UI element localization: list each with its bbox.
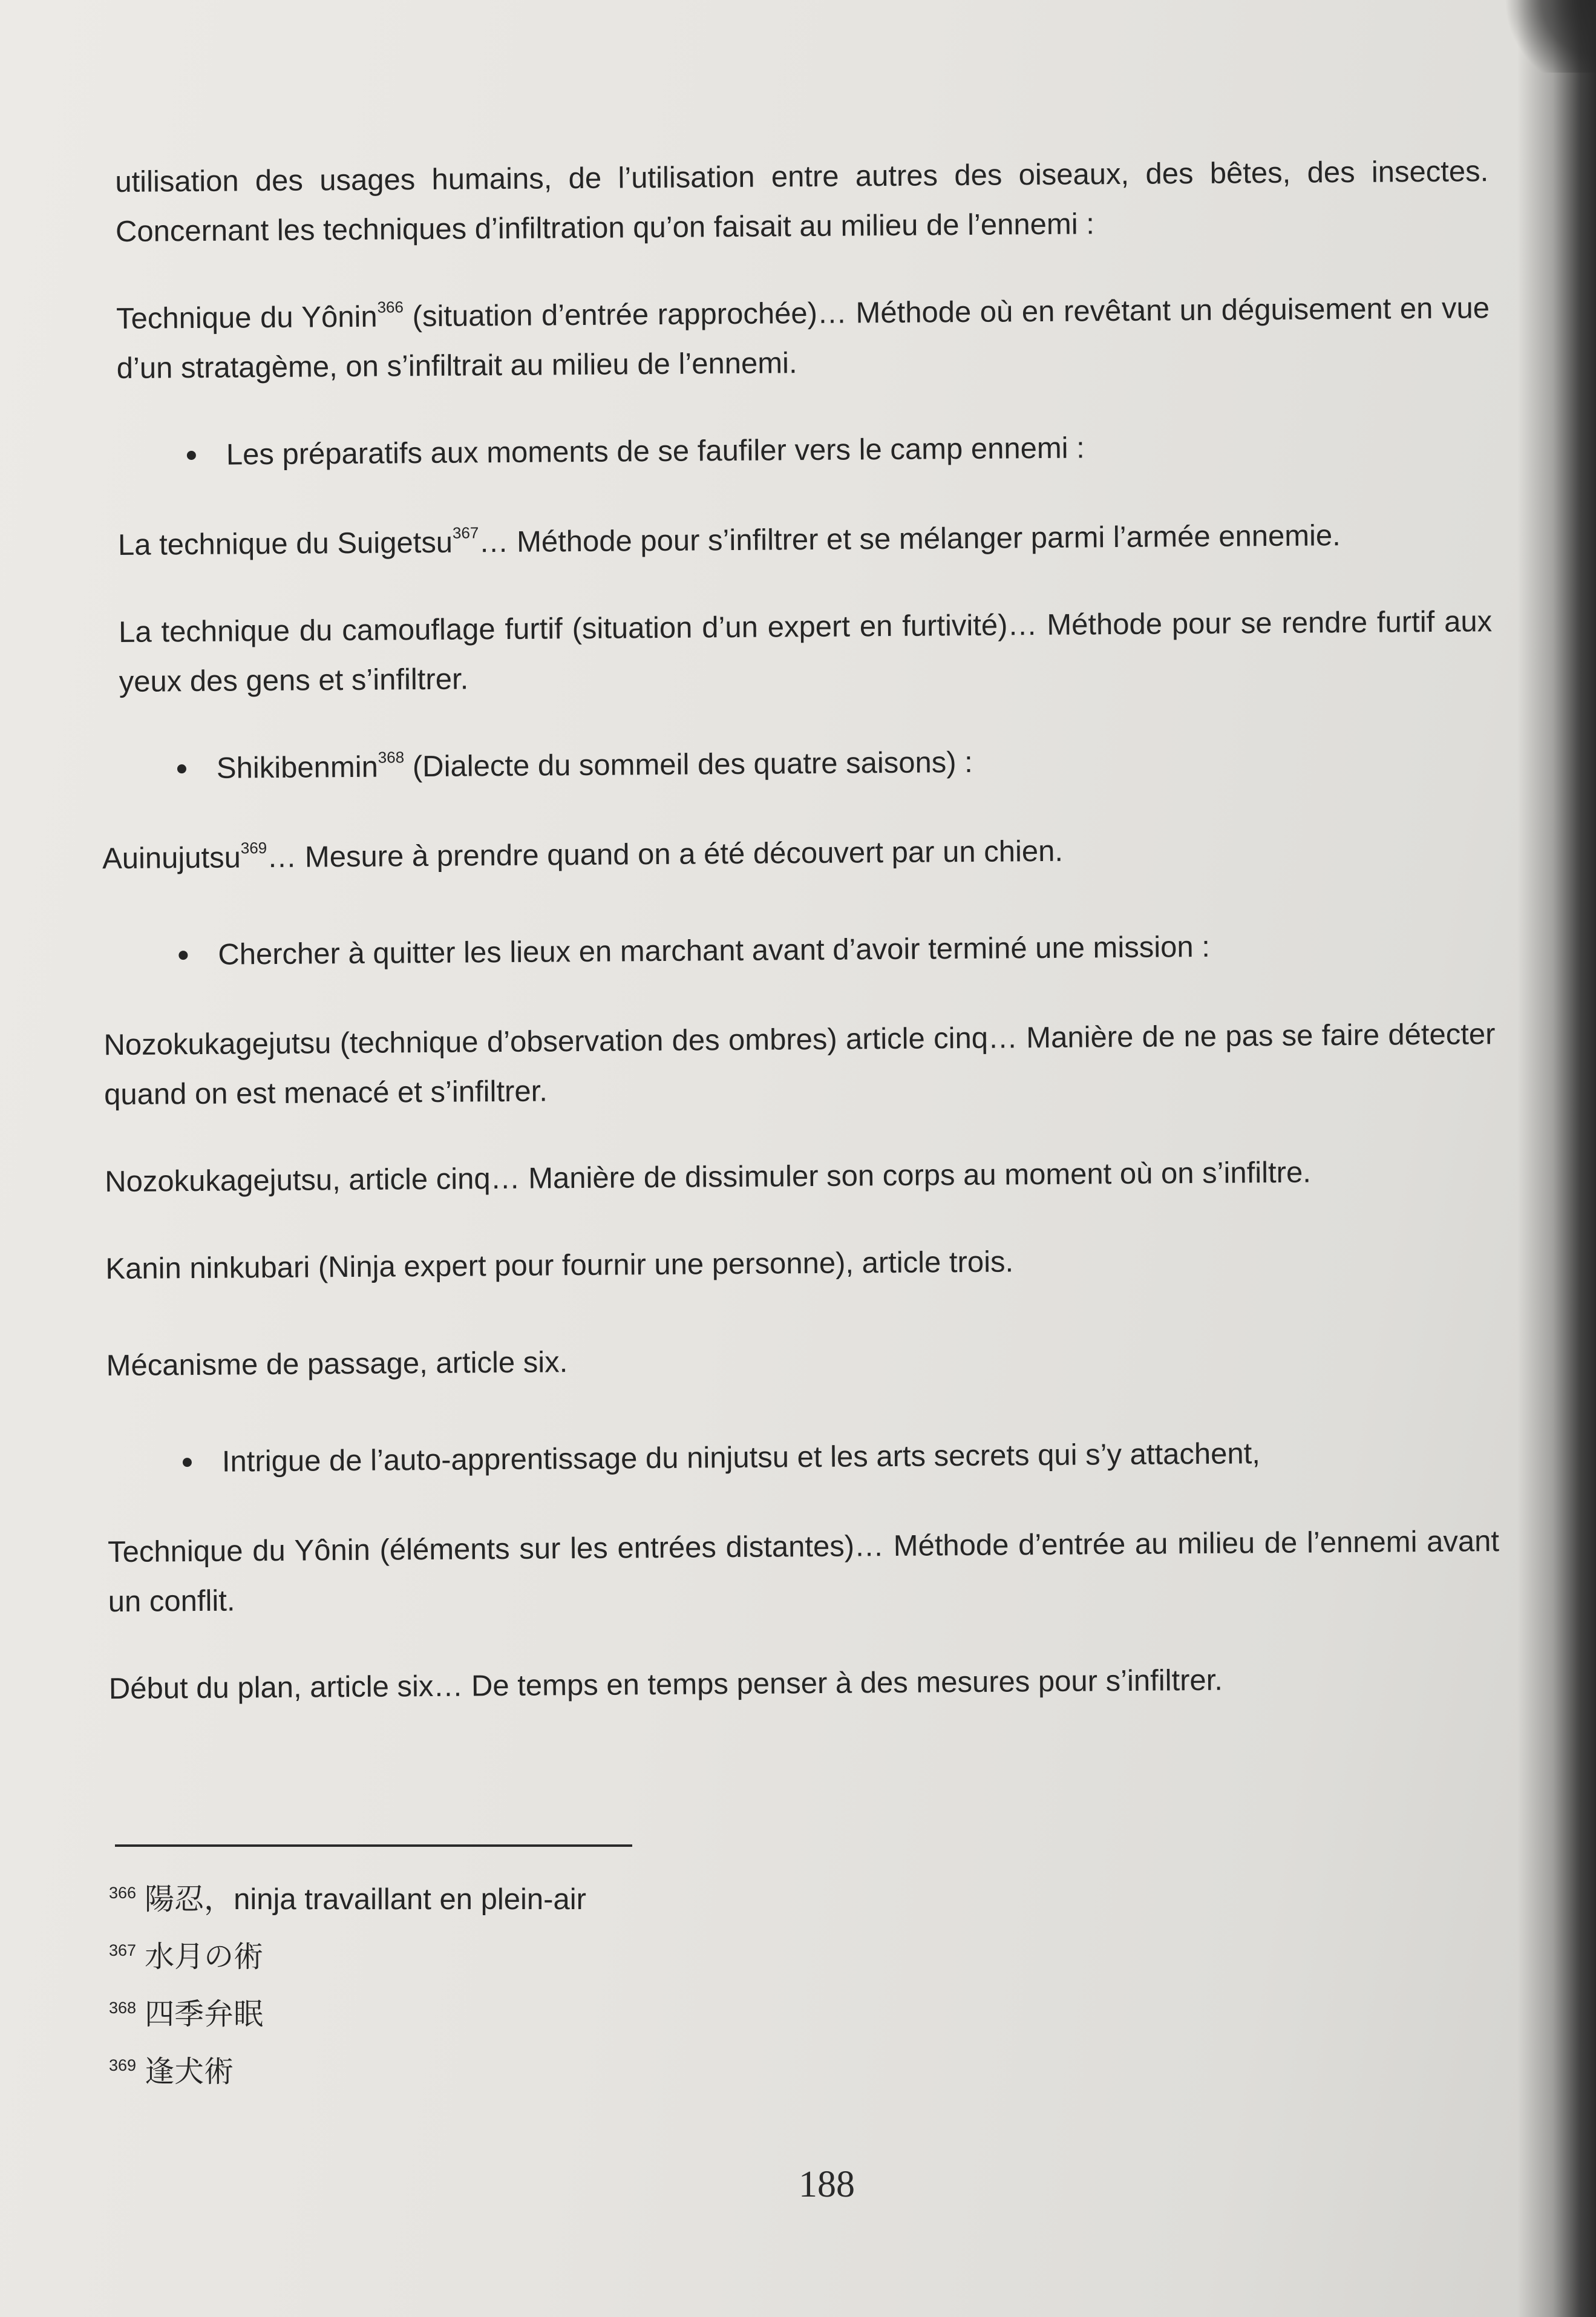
footnote-368: $^{368}$ 四季弁眠 (109, 1998, 264, 2031)
main-text (102, 146, 1501, 1761)
footnote-ref-368: 368 (378, 747, 405, 767)
footnote-ref-366: 366 (377, 297, 404, 316)
paragraph-camouflage: La technique du camouflage furtif (situation d’un expert en furtivité)… Méthode pour se rendre furtif aux yeux des gens et s’infiltrer. (118, 605, 1493, 698)
footnotes (109, 1873, 956, 2103)
paragraph-debut-plan: Début du plan, article six… De temps en temps penser à des mesures pour s’infiltrer. (108, 1663, 1223, 1706)
bullet-preparatifs: Les préparatifs aux moments de se faufiler vers le camp ennemi : (117, 420, 1491, 480)
footnote-ref-369: 369 (240, 838, 267, 857)
paragraph-yonin-distantes: Technique du Yônin (éléments sur les entrées distantes)… Méthode d’entrée au milieu de l’ennemi avant un conflit. (107, 1525, 1500, 1619)
paragraph-yonin: Technique du Yônin$^{366}$ (situation d’entrée rapprochée)… Méthode où en revêtant un déguisement en vue d’un stratagème, on s’infiltrait au milieu de l’ennemi. (116, 292, 1490, 385)
bullet-dot-icon (187, 451, 196, 460)
bullet-dot-icon (177, 764, 186, 773)
paragraph-mecanisme: Mécanisme de passage, article six. (106, 1346, 568, 1383)
paragraph-nozokukagejutsu-2: Nozokukagejutsu, article cinq… Manière de dissimuler son corps au moment où on s’infiltre. (105, 1156, 1312, 1199)
bullet-dot-icon (183, 1458, 192, 1467)
page-number: 188 (799, 2164, 855, 2205)
footnote-ref-367: 367 (452, 523, 479, 542)
footnote-366: $^{366}$ 陽忍，ninja travaillant en plein-air (109, 1883, 586, 1916)
bullet-quitter: Chercher à quitter les lieux en marchant avant d’avoir terminé une mission : (121, 920, 1495, 980)
bullet-shikibenmin: Shikibenmin$^{368}$ (Dialecte du sommeil des quatre saisons) : (120, 733, 1494, 794)
paragraph-1: utilisation des usages humains, de l’utilisation entre autres des oiseaux, des bêtes, des insectes. Concernant les techniques d’infiltration qu’on faisait au milieu de l’ennemi : (115, 155, 1489, 248)
bullet-intrigue: Intrigue de l’auto-apprentissage du ninjutsu et les arts secrets qui s’y attachent, (107, 1427, 1499, 1487)
binding-shadow (1517, 0, 1596, 2317)
footnote-367: $^{367}$ 水月の術 (109, 1941, 264, 1973)
bullet-dot-icon (178, 951, 188, 960)
paragraph-nozokukagejutsu-1: Nozokukagejutsu (technique d’observation des ombres) article cinq… Manière de ne pas se faire détecter quand on est menacé et s’infiltrer. (103, 1018, 1496, 1112)
footnote-369: $^{369}$ 逢犬術 (109, 2056, 234, 2088)
corner-shadow (1499, 0, 1596, 73)
paragraph-suigetsu: La technique du Suigetsu$^{367}$… Méthode pour s’infiltrer et se mélanger parmi l’armée ennemie. (117, 519, 1341, 562)
paragraph-auinujutsu: Auinujutsu$^{369}$… Mesure à prendre quand on a été découvert par un chien. (102, 834, 1064, 876)
paragraph-kanin: Kanin ninkubari (Ninja expert pour fournir une personne), article trois. (105, 1245, 1014, 1286)
footnote-separator (115, 1844, 632, 1847)
